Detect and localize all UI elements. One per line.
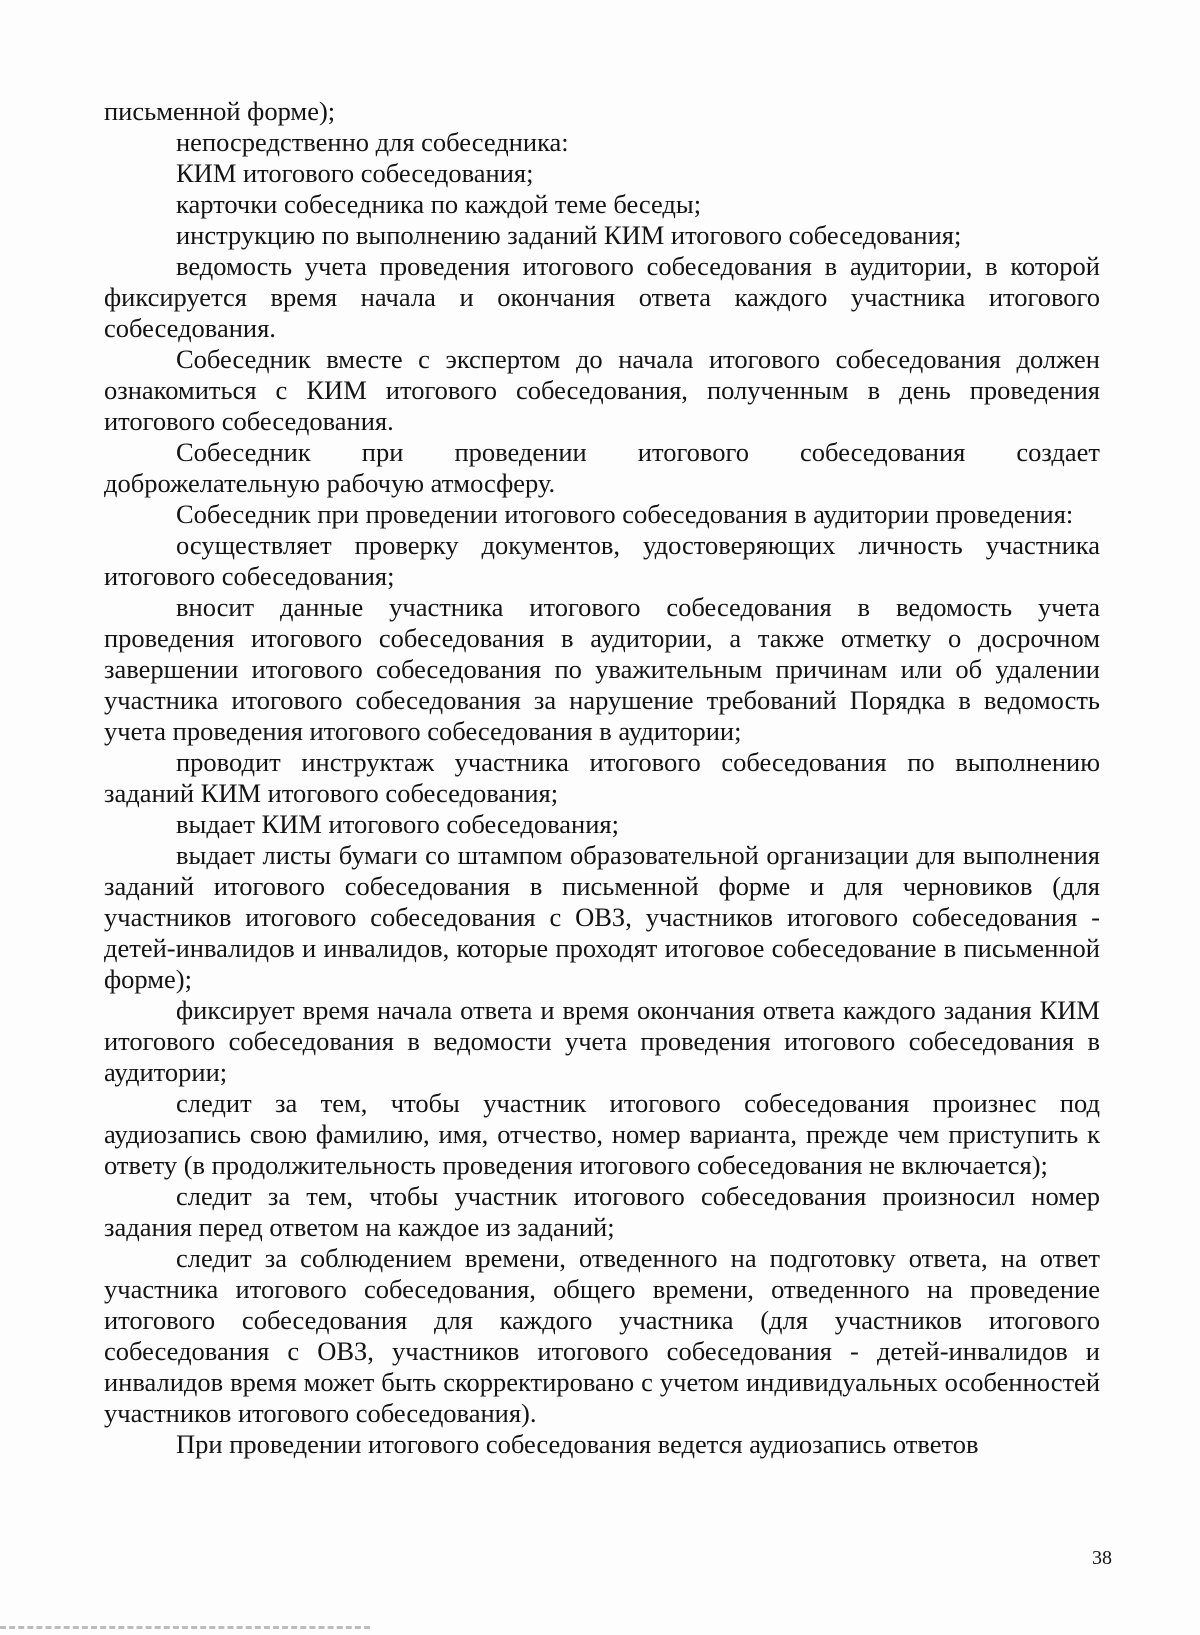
paragraph-11: вносит данные участника итогового собеседования в ведомость учета проведения итогового собеседования в аудитории, а также отметку о досрочном завершении итогового собеседования по уважительным причинам или об удалении участника итогового собеседования за нарушение требований Порядка в ведомость учета проведения итогового собеседования в аудитории;: [104, 592, 1100, 746]
paragraph-15: фиксирует время начала ответа и время окончания ответа каждого задания КИМ итогового собеседования в ведомости учета проведения итогового собеседования в аудитории;: [104, 995, 1100, 1087]
paragraph-16: следит за тем, чтобы участник итогового собеседования произнес под аудиозапись свою фамилию, имя, отчество, номер варианта, прежде чем приступить к ответу (в продолжительность проведения итогового собеседования не включается);: [104, 1088, 1100, 1180]
paragraph-3: КИМ итогового собеседования;: [176, 158, 534, 188]
paragraph-10: осуществляет проверку документов, удостоверяющих личность участника итогового собеседования;: [104, 530, 1100, 591]
paragraph-17: следит за тем, чтобы участник итогового собеседования произносил номер задания перед ответом на каждое из заданий;: [104, 1181, 1100, 1242]
paragraph-1: письменной форме);: [104, 96, 336, 126]
paragraph-6: ведомость учета проведения итогового собеседования в аудитории, в которой фиксируется время начала и окончания ответа каждого участника итогового собеседования.: [104, 251, 1100, 343]
scan-edge-line: [0, 1626, 370, 1629]
paragraph-18: следит за соблюдением времени, отведенного на подготовку ответа, на ответ участника итогового собеседования, общего времени, отведенного на проведение итогового собеседования для каждого участника (для участников итогового собеседования с ОВЗ, участников итогового собеседования - детей-инвалидов и инвалидов время может быть скорректировано с учетом индивидуальных особенностей участников итогового собеседования).: [104, 1243, 1100, 1428]
paragraph-2: непосредственно для собеседника:: [176, 127, 569, 157]
paragraph-12: проводит инструктаж участника итогового собеседования по выполнению заданий КИМ итогового собеседования;: [104, 747, 1100, 808]
paragraph-13: выдает КИМ итогового собеседования;: [176, 809, 619, 839]
paragraph-14: выдает листы бумаги со штампом образовательной организации для выполнения заданий итогового собеседования в письменной форме и для черновиков (для участников итогового собеседования с ОВЗ, участников итогового собеседования - детей-инвалидов и инвалидов, которые проходят итоговое собеседование в письменной форме);: [104, 840, 1100, 994]
document-body: [104, 96, 1100, 1460]
paragraph-5: инструкцию по выполнению заданий КИМ итогового собеседования;: [176, 220, 962, 250]
paragraph-8: Собеседник при проведении итогового собеседования создает доброжелательную рабочую атмосферу.: [104, 437, 1100, 498]
paragraph-4: карточки собеседника по каждой теме беседы;: [176, 189, 702, 219]
paragraph-9: Собеседник при проведении итогового собеседования в аудитории проведения:: [176, 499, 1074, 529]
paragraph-7: Собеседник вместе с экспертом до начала итогового собеседования должен ознакомиться с КИМ итогового собеседования, полученным в день проведения итогового собеседования.: [104, 344, 1100, 436]
page-number: 38: [1092, 1547, 1112, 1569]
paragraph-19: При проведении итогового собеседования ведется аудиозапись ответов: [176, 1429, 979, 1459]
